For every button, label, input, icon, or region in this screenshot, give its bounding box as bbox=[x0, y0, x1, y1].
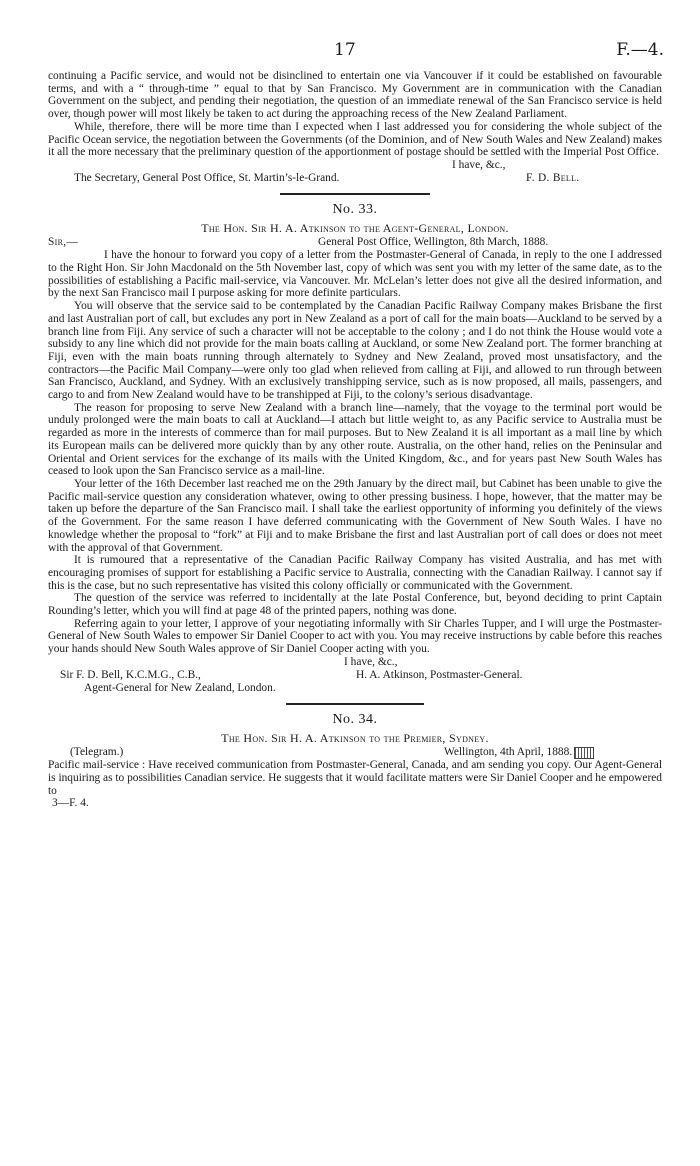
letter-33-number: No. 33. bbox=[332, 201, 378, 217]
letter-33-paragraph-2: You will observe that the service said to be contemplated by the Canadian Pacific Railway Company makes Brisbane the first and last Australian port of call, but excludes any port in New Zealand as a port of call for the main boats—Auckland to be served by a branch line from Fiji. Any service of such a character will not be acceptable to the colony ; and I do not think the House would vote a subsidy to any line which did not provide for the main boats calling at Auckland, or some New Zealand port. The former branching at Fiji, even with the main boats running through alternately to Sydney and New Zealand, proved most unsatisfactory, and the contractors—the Pacific Mail Company—were only too glad when relieved from calling at Fiji, and allowed to run through between San Francisco, Auckland, and Sydney. With an exclusively transhipping service, such as is now proposed, all mails, passengers, and cargo to and from New Zealand would have to be transhipped at Fiji, to the colony’s serious disadvantage. bbox=[48, 300, 662, 402]
letter-33-title: The Hon. Sir H. A. Atkinson to the Agent-General, London. bbox=[201, 220, 509, 235]
letter-33-signature-row bbox=[48, 669, 662, 682]
letter-34-number: No. 34. bbox=[332, 711, 378, 727]
section-divider bbox=[280, 193, 430, 195]
letter-34-type: (Telegram.) bbox=[70, 746, 124, 759]
intro-closing: I have, &c., bbox=[452, 158, 506, 171]
page-header bbox=[0, 40, 700, 62]
intro-closing-row bbox=[48, 159, 662, 172]
section-divider bbox=[286, 703, 424, 705]
telegram-stamp-icon bbox=[574, 747, 594, 759]
letter-34-paragraph: Pacific mail-service : Have received communication from Postmaster-General, Canada, and am sending you copy. Our Agent-General is inquiring as to possibilities Canadian service. He suggests that it would facilitate matters were Sir Daniel Cooper and he empowered to bbox=[48, 759, 662, 797]
document-body bbox=[48, 70, 662, 810]
letter-33-paragraph-7: Referring again to your letter, I approve of your negotiating informally with Sir Charles Tupper, and I will urge the Postmaster-General of New South Wales to empower Sir Daniel Cooper to act with you. You may receive instructions by cable before this reaches your hands should New South Wales approve of Sir Daniel Cooper acting with you. bbox=[48, 617, 662, 656]
intro-paragraph-2: While, therefore, there will be more time than I expected when I last addressed you for considering the whole subject of the Pacific Ocean service, the negotiation between the Governments (of the Dominion, and of New South Wales and New Zealand) makes it all the more necessary that the preliminary question of the apportionment of postage should be settled with the Imperial Post Office. bbox=[48, 120, 662, 159]
letter-33-closing: I have, &c., bbox=[344, 655, 398, 668]
footer-row bbox=[48, 797, 662, 810]
letter-33-recipient: Sir F. D. Bell, K.C.M.G., C.B., bbox=[60, 668, 201, 681]
letter-33-paragraph-3: The reason for proposing to serve New Zealand with a branch line—namely, that the voyage to the terminal port would be unduly prolonged were the main boats to call at Auckland—I attach but little weight to, as any Pacific service to Australia must be regarded as more in the interests of commerce than for mail purposes. But to New Zealand it is all important as a mail line by which its European mails can be delivered more quickly than by any other route. Australia, on the other hand, relies on the Peninsular and Oriental and Orient services for the exchange of its mails with the United Kingdom, &c., and for years past New South Wales has ceased to look upon the San Francisco service as a mail-line. bbox=[48, 401, 662, 478]
section-reference: F.—4. bbox=[616, 40, 664, 60]
letter-33-place-date: General Post Office, Wellington, 8th March, 1888. bbox=[318, 236, 549, 249]
letter-33-signature: H. A. Atkinson, Postmaster-General. bbox=[356, 668, 523, 681]
letter-34-place-date: Wellington, 4th April, 1888. bbox=[444, 746, 573, 759]
letter-33-paragraph-1: I have the honour to forward you copy of a letter from the Postmaster-General of Canada, in reply to the one I addressed to the Right Hon. Sir John Macdonald on the 5th November last, copy of which was sent you with my letter of the same date, as to the possibilities of establishing a Pacific mail-service, via Vancouver. Mr. McLelan’s letter does not give all the desired information, and by the next San Francisco mail I purpose asking for more definite particulars. bbox=[48, 249, 662, 300]
letter-33-recipient-office: Agent-General for New Zealand, London. bbox=[84, 681, 276, 694]
letter-33-recipient-row bbox=[48, 682, 662, 695]
intro-addressee: The Secretary, General Post Office, St. Martin’s-le-Grand. bbox=[74, 171, 340, 184]
letter-34-place-date-wrap bbox=[444, 746, 594, 759]
letter-33-closing-row bbox=[48, 656, 662, 669]
letter-34-title: The Hon. Sir H. A. Atkinson to the Premier, Sydney. bbox=[221, 730, 489, 745]
intro-signature: F. D. Bell. bbox=[526, 171, 580, 184]
letter-33-salutation: Sir,— bbox=[48, 236, 79, 249]
letter-33-paragraph-5: It is rumoured that a representative of the Canadian Pacific Railway Company has visited Australia, and has met with encouraging promises of support for establishing a Pacific service to Australia, connecting with the Canadian Railway. I cannot say if this is the case, but no such representative has visited this colony officially or communicated with the Government. bbox=[48, 554, 662, 592]
signature-mark: 3—F. 4. bbox=[52, 797, 89, 810]
intro-paragraph-1: continuing a Pacific service, and would not be disinclined to entertain one via Vancouver if it could be established on favourable terms, and with a “ through-time ” equal to that by San Francisco. My Government are in communication with the Canadian Government on the subject, and pending their negotiation, the question of an immediate renewal of the San Francisco service is held over, though power will most likely be taken to act during the approaching recess of the New Zealand Parliament. bbox=[48, 70, 662, 121]
letter-33-paragraph-4: Your letter of the 16th December last reached me on the 29th January by the direct mail, but Cabinet has been unable to give the Pacific mail-service question any consideration whatever, owing to other pressing business. I hope, however, that the matter may be taken up before the departure of the San Francisco mail. I shall take the earliest opportunity of informing you definitely of the views of the Government. For the same reason I have deferred communicating with the Government of New South Wales. I have no knowledge whether the proposal to “fork” at Fiji and to make Brisbane the first and last Australian port of call does or does not meet with the approval of that Government. bbox=[48, 477, 662, 554]
intro-signature-row bbox=[48, 172, 662, 185]
letter-33-heading-row bbox=[48, 236, 662, 249]
letter-34-heading-row bbox=[48, 746, 662, 759]
page-number: 17 bbox=[334, 40, 356, 60]
letter-33-paragraph-6: The question of the service was referred to incidentally at the late Postal Conference, but, beyond deciding to print Captain Rounding’s letter, which you will find at page 48 of the printed papers, nothing was done. bbox=[48, 592, 662, 618]
